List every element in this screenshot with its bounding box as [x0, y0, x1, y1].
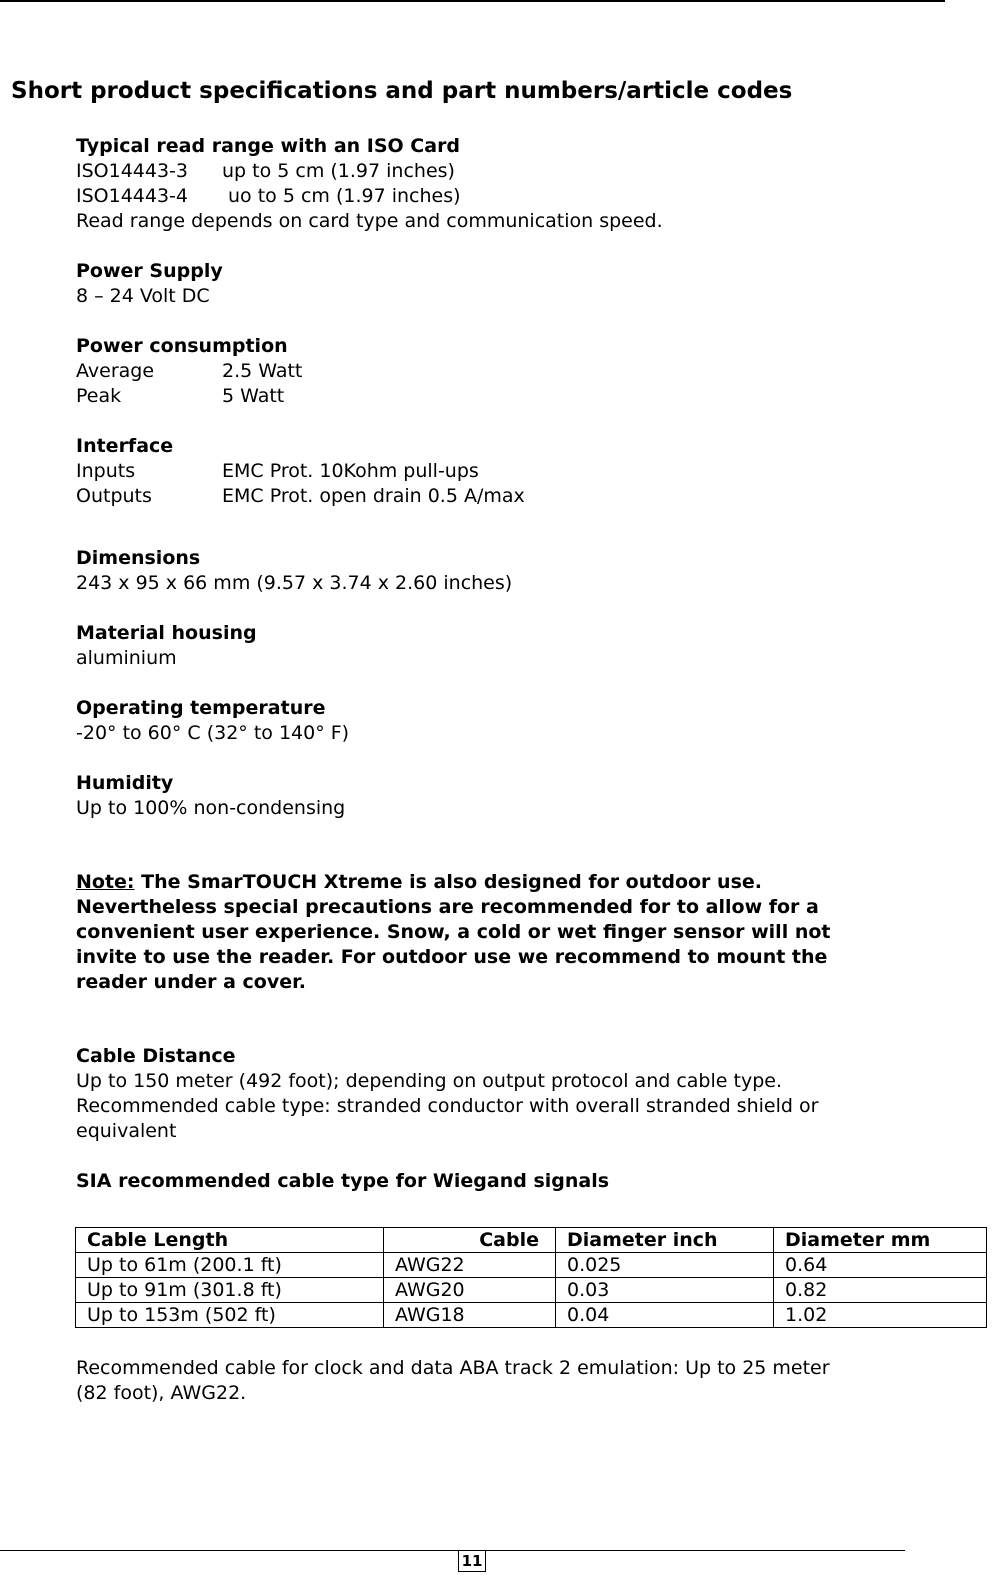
interface-label: Inputs — [76, 460, 136, 482]
note-line: Nevertheless special precautions are recommended for to allow for a — [76, 896, 819, 918]
temperature-heading: Operating temperature — [76, 697, 326, 719]
aba-line: Recommended cable for clock and data ABA track 2 emulation: Up to 25 meter — [76, 1357, 830, 1379]
interface-value: EMC Prot. open drain 0.5 A/max — [222, 485, 525, 507]
table-cell: 0.04 — [556, 1303, 774, 1328]
read-range-standard: ISO14443-4 — [76, 185, 189, 207]
table-row — [76, 1253, 987, 1278]
temperature-value: -20° to 60° C (32° to 140° F) — [76, 722, 350, 744]
cable-spec-table — [75, 1227, 987, 1328]
table-cell: AWG18 — [384, 1303, 556, 1328]
aba-recommendation — [76, 1356, 936, 1406]
table-cell: 1.02 — [774, 1303, 987, 1328]
power-consumption-row — [76, 384, 976, 409]
table-header-row — [76, 1228, 987, 1253]
aba-line: (82 foot), AWG22. — [76, 1382, 247, 1404]
read-range-value: up to 5 cm (1.97 inches) — [222, 160, 455, 182]
table-row — [76, 1278, 987, 1303]
page-title: Short product specifications and part numbers/article codes — [11, 78, 793, 104]
cable-distance-line: Up to 150 meter (492 foot); depending on output protocol and cable type. — [76, 1070, 782, 1092]
table-cell: 0.64 — [774, 1253, 987, 1278]
read-range-standard: ISO14443-3 — [76, 160, 189, 182]
top-rule — [0, 0, 945, 2]
note-line: reader under a cover. — [76, 971, 306, 993]
note-line: convenient user experience. Snow, a cold or wet finger sensor will not — [76, 921, 831, 943]
humidity-value: Up to 100% non-condensing — [76, 797, 346, 819]
power-value: 5 Watt — [222, 385, 285, 407]
table-cell: Up to 61m (200.1 ft) — [76, 1253, 384, 1278]
column-header: Diameter inch — [556, 1228, 774, 1253]
power-label: Peak — [76, 385, 122, 407]
interface-label: Outputs — [76, 485, 152, 507]
material-heading: Material housing — [76, 622, 257, 644]
humidity-heading: Humidity — [76, 772, 174, 794]
power-supply-heading: Power Supply — [76, 260, 223, 282]
interface-heading: Interface — [76, 435, 174, 457]
note-label: Note: — [76, 871, 135, 893]
table-cell: 0.82 — [774, 1278, 987, 1303]
page-number: 11 — [458, 1551, 486, 1572]
sia-heading: SIA recommended cable type for Wiegand signals — [76, 1170, 610, 1192]
power-consumption-heading: Power consumption — [76, 335, 288, 357]
table-cell: 0.025 — [556, 1253, 774, 1278]
dimensions-value: 243 x 95 x 66 mm (9.57 x 3.74 x 2.60 inches) — [76, 572, 513, 594]
power-supply-value: 8 – 24 Volt DC — [76, 285, 210, 307]
material-value: aluminium — [76, 647, 177, 669]
read-range-heading: Typical read range with an ISO Card — [76, 135, 461, 157]
table-cell: Up to 153m (502 ft) — [76, 1303, 384, 1328]
table-cell: AWG20 — [384, 1278, 556, 1303]
table-cell: AWG22 — [384, 1253, 556, 1278]
table-cell: Up to 91m (301.8 ft) — [76, 1278, 384, 1303]
column-header: Cable Length — [76, 1228, 384, 1253]
column-header: Cable — [384, 1228, 556, 1253]
read-range-row — [76, 159, 976, 184]
interface-row — [76, 484, 976, 509]
spec-content — [76, 134, 976, 1194]
read-range-row — [76, 184, 976, 209]
cable-distance-line: equivalent — [76, 1120, 177, 1142]
read-range-value: uo to 5 cm (1.97 inches) — [228, 185, 461, 207]
bottom-rule — [0, 1550, 905, 1551]
interface-row — [76, 459, 976, 484]
note-line: The SmarTOUCH Xtreme is also designed for outdoor use. — [134, 871, 762, 893]
interface-value: EMC Prot. 10Kohm pull-ups — [222, 460, 479, 482]
read-range-note: Read range depends on card type and communication speed. — [76, 210, 663, 232]
cable-distance-line: Recommended cable type: stranded conductor with overall stranded shield or — [76, 1095, 819, 1117]
table-row — [76, 1303, 987, 1328]
cable-distance-heading: Cable Distance — [76, 1045, 236, 1067]
table-cell: 0.03 — [556, 1278, 774, 1303]
power-label: Average — [76, 360, 155, 382]
column-header: Diameter mm — [774, 1228, 987, 1253]
outdoor-note — [76, 870, 976, 995]
dimensions-heading: Dimensions — [76, 547, 201, 569]
power-consumption-row — [76, 359, 976, 384]
power-value: 2.5 Watt — [222, 360, 303, 382]
note-line: invite to use the reader. For outdoor use we recommend to mount the — [76, 946, 828, 968]
